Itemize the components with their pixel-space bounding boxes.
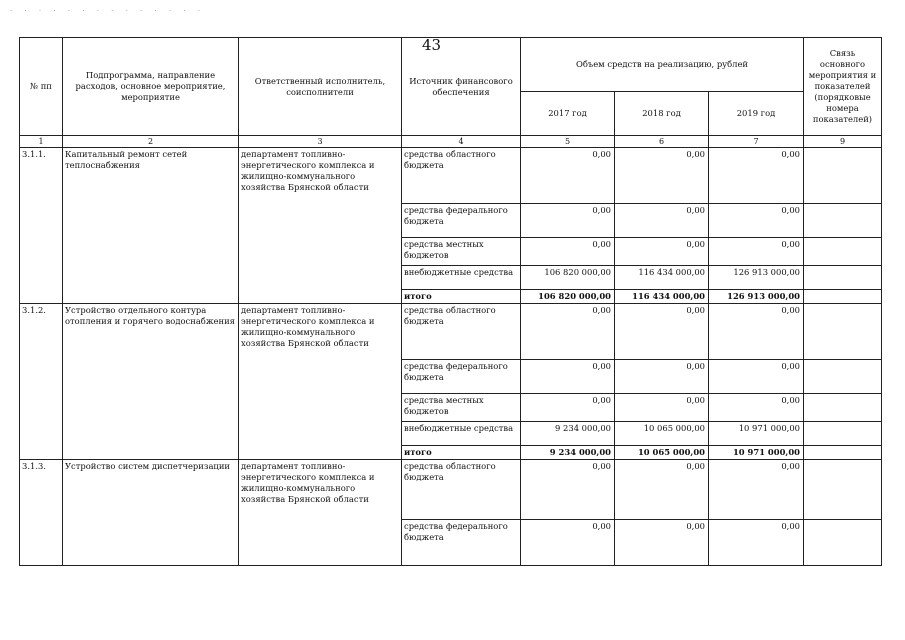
index-cell: 9 (804, 136, 882, 148)
page-number: 43 (422, 36, 442, 54)
funding-source: средства областного бюджета (402, 304, 521, 360)
item-executor: департамент топливно-энергетического комплекса и жилищно-коммунального хозяйства Брянской области (239, 148, 402, 304)
table-row (20, 460, 882, 520)
index-cell: 1 (20, 136, 63, 148)
amount-cell: 0,00 (709, 394, 804, 422)
amount-cell: 0,00 (709, 520, 804, 566)
amount-cell: 0,00 (521, 304, 615, 360)
amount-cell: 0,00 (615, 360, 709, 394)
amount-cell: 0,00 (521, 394, 615, 422)
funding-source: средства федерального бюджета (402, 520, 521, 566)
amount-cell: 0,00 (615, 304, 709, 360)
link-cell (804, 238, 882, 266)
link-cell (804, 520, 882, 566)
funding-source: итого (402, 290, 521, 304)
index-cell: 6 (615, 136, 709, 148)
link-cell (804, 266, 882, 290)
item-name: Устройство отдельного контура отопления и горячего водоснабжения (63, 304, 239, 460)
amount-cell: 0,00 (521, 460, 615, 520)
item-number: 3.1.1. (20, 148, 63, 304)
amount-cell: 10 971 000,00 (709, 446, 804, 460)
amount-cell: 116 434 000,00 (615, 266, 709, 290)
link-cell (804, 460, 882, 520)
amount-cell: 0,00 (521, 360, 615, 394)
amount-cell: 10 971 000,00 (709, 422, 804, 446)
amount-cell: 0,00 (709, 460, 804, 520)
amount-cell: 0,00 (709, 238, 804, 266)
item-name: Капитальный ремонт сетей теплоснабжения (63, 148, 239, 304)
header-source: Источник финансового обеспечения (402, 38, 521, 136)
amount-cell: 126 913 000,00 (709, 290, 804, 304)
amount-cell: 10 065 000,00 (615, 422, 709, 446)
funding-source: средства местных бюджетов (402, 394, 521, 422)
link-cell (804, 204, 882, 238)
amount-cell: 9 234 000,00 (521, 422, 615, 446)
item-name: Устройство систем диспетчеризации (63, 460, 239, 566)
link-cell (804, 446, 882, 460)
amount-cell: 10 065 000,00 (615, 446, 709, 460)
table-row (20, 304, 882, 360)
amount-cell: 0,00 (521, 148, 615, 204)
header-volume: Объем средств на реализацию, рублей (521, 38, 804, 92)
amount-cell: 106 820 000,00 (521, 290, 615, 304)
amount-cell: 116 434 000,00 (615, 290, 709, 304)
header-program: Подпрограмма, направление расходов, основное мероприятие, мероприятие (63, 38, 239, 136)
table-row (20, 148, 882, 204)
amount-cell: 0,00 (615, 460, 709, 520)
index-cell: 7 (709, 136, 804, 148)
item-executor: департамент топливно-энергетического комплекса и жилищно-коммунального хозяйства Брянской области (239, 460, 402, 566)
amount-cell: 0,00 (521, 204, 615, 238)
funding-source: внебюджетные средства (402, 422, 521, 446)
amount-cell: 0,00 (615, 520, 709, 566)
amount-cell: 0,00 (521, 238, 615, 266)
amount-cell: 0,00 (615, 204, 709, 238)
funding-source: средства федерального бюджета (402, 204, 521, 238)
item-number: 3.1.2. (20, 304, 63, 460)
amount-cell: 0,00 (615, 394, 709, 422)
funding-source: средства областного бюджета (402, 148, 521, 204)
funding-source: средства областного бюджета (402, 460, 521, 520)
header-num: № пп (20, 38, 63, 136)
funding-source: итого (402, 446, 521, 460)
header-link: Связь основного мероприятия и показателей (порядковые номера показателей) (804, 38, 882, 136)
amount-cell: 126 913 000,00 (709, 266, 804, 290)
scan-marks: . . . . . . . . . . . . . . (10, 5, 206, 13)
amount-cell: 9 234 000,00 (521, 446, 615, 460)
amount-cell: 106 820 000,00 (521, 266, 615, 290)
amount-cell: 0,00 (709, 360, 804, 394)
link-cell (804, 360, 882, 394)
amount-cell: 0,00 (521, 520, 615, 566)
item-number: 3.1.3. (20, 460, 63, 566)
amount-cell: 0,00 (709, 304, 804, 360)
link-cell (804, 304, 882, 360)
link-cell (804, 422, 882, 446)
funding-source: средства федерального бюджета (402, 360, 521, 394)
funding-source: средства местных бюджетов (402, 238, 521, 266)
budget-table (19, 37, 882, 566)
index-cell: 4 (402, 136, 521, 148)
index-cell: 5 (521, 136, 615, 148)
link-cell (804, 290, 882, 304)
header-executor: Ответственный исполнитель, соисполнители (239, 38, 402, 136)
link-cell (804, 148, 882, 204)
header-year: 2017 год (521, 92, 615, 136)
index-cell: 3 (239, 136, 402, 148)
amount-cell: 0,00 (615, 148, 709, 204)
index-cell: 2 (63, 136, 239, 148)
item-executor: департамент топливно-энергетического комплекса и жилищно-коммунального хозяйства Брянской области (239, 304, 402, 460)
funding-source: внебюджетные средства (402, 266, 521, 290)
amount-cell: 0,00 (615, 238, 709, 266)
amount-cell: 0,00 (709, 148, 804, 204)
link-cell (804, 394, 882, 422)
header-year: 2019 год (709, 92, 804, 136)
amount-cell: 0,00 (709, 204, 804, 238)
header-year: 2018 год (615, 92, 709, 136)
